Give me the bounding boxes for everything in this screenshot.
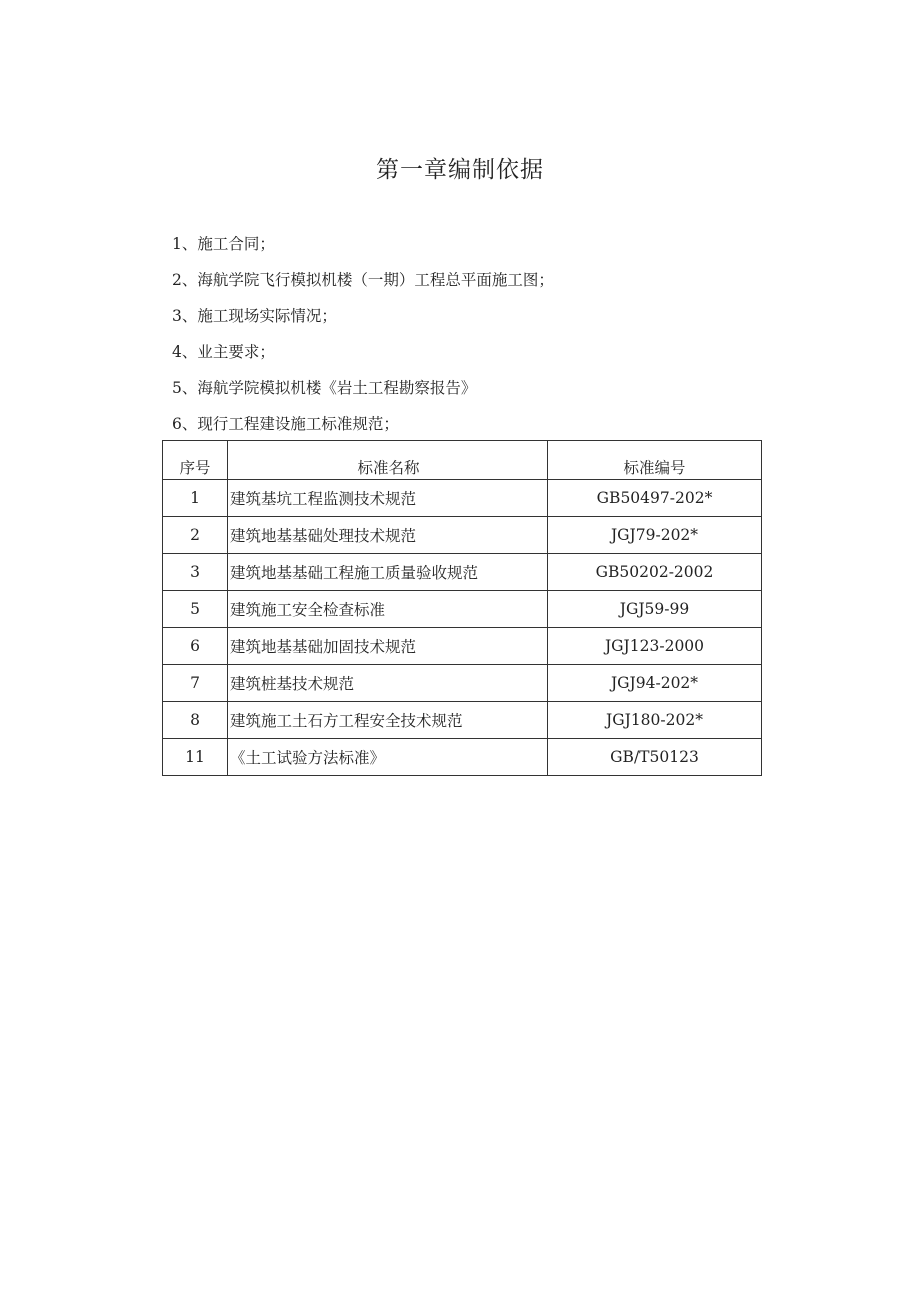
cell-code: JGJ123-2000 — [548, 628, 762, 665]
cell-name: 建筑施工安全检查标准 — [228, 591, 548, 628]
cell-name: 建筑施工土石方工程安全技术规范 — [228, 702, 548, 739]
table-row — [163, 739, 762, 776]
cell-seq: 5 — [163, 591, 228, 628]
basis-item-4: 4、业主要求； — [172, 343, 275, 361]
header-name: 标准名称 — [228, 441, 548, 480]
basis-item-2: 2、海航学院飞行模拟机楼（一期）工程总平面施工图； — [172, 271, 554, 289]
basis-item-3: 3、施工现场实际情况； — [172, 307, 337, 325]
cell-code: JGJ59-99 — [548, 591, 762, 628]
table-row — [163, 517, 762, 554]
page-title: 第一章编制依据 — [376, 157, 544, 183]
table-body — [163, 480, 762, 776]
cell-seq: 1 — [163, 480, 228, 517]
header-code: 标准编号 — [548, 441, 762, 480]
basis-item-5: 5、海航学院模拟机楼《岩土工程勘察报告》 — [172, 379, 477, 397]
cell-seq: 6 — [163, 628, 228, 665]
cell-seq: 3 — [163, 554, 228, 591]
cell-name: 建筑地基基础工程施工质量验收规范 — [228, 554, 548, 591]
cell-code: GB/T50123 — [548, 739, 762, 776]
cell-name: 《土工试验方法标准》 — [228, 739, 548, 776]
cell-seq: 11 — [163, 739, 228, 776]
table-row — [163, 591, 762, 628]
cell-seq: 2 — [163, 517, 228, 554]
cell-seq: 8 — [163, 702, 228, 739]
cell-code: JGJ180-202* — [548, 702, 762, 739]
basis-list — [172, 228, 554, 444]
cell-name: 建筑基坑工程监测技术规范 — [228, 480, 548, 517]
cell-name: 建筑地基基础加固技术规范 — [228, 628, 548, 665]
table-header — [163, 441, 762, 480]
cell-code: JGJ94-202* — [548, 665, 762, 702]
basis-item-6: 6、现行工程建设施工标准规范； — [172, 415, 399, 433]
basis-item-1: 1、施工合同； — [172, 235, 275, 253]
standards-table — [162, 440, 762, 776]
table-row — [163, 554, 762, 591]
cell-code: GB50202-2002 — [548, 554, 762, 591]
table-row — [163, 702, 762, 739]
table-row — [163, 480, 762, 517]
cell-code: JGJ79-202* — [548, 517, 762, 554]
cell-name: 建筑桩基技术规范 — [228, 665, 548, 702]
cell-seq: 7 — [163, 665, 228, 702]
table-row — [163, 628, 762, 665]
table-row — [163, 665, 762, 702]
cell-name: 建筑地基基础处理技术规范 — [228, 517, 548, 554]
header-seq: 序号 — [163, 441, 228, 480]
header-row — [163, 441, 762, 480]
cell-code: GB50497-202* — [548, 480, 762, 517]
